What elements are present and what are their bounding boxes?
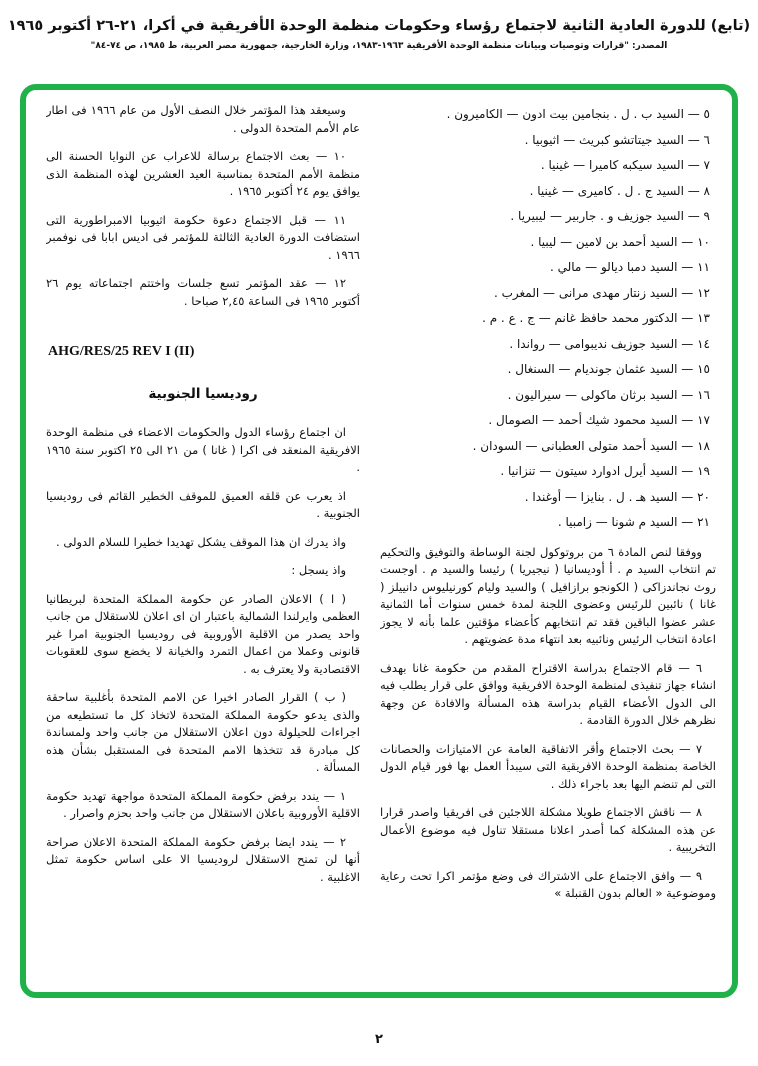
delegate-item: ١٦ — السيد برثان ماكولى — سيراليون . <box>507 387 710 402</box>
delegate-item: ٧ — السيد سيكبه كاميرا — غينيا . <box>540 158 710 172</box>
delegate-item: ١٩ — السيد أيرل ادوارد سيتون — تنزانيا . <box>500 464 710 478</box>
delegates-list <box>380 102 716 536</box>
source-line: المصدر: "قرارات وتوصيات وبيانات منظمة الوحدة الأفريقية ١٩٦٣-١٩٨٣، وزارة الخارجية، جمهورية مصر العربية، ط ١٩٨٥، ص ٧٤-٨٤" <box>90 41 668 51</box>
delegate-item: ١٠ — السيد أحمد بن لامين — ليبيا . <box>530 234 710 249</box>
delegate-item: ١١ — السيد دمبا ديالو — مالي . <box>549 260 710 274</box>
paragraph: ١٢ — عقد المؤتمر تسع جلسات واختتم اجتماعاته يوم ٢٦ أكتوبر ١٩٦٥ فى الساعة ٢,٤٥ صباحا . <box>46 276 360 308</box>
delegate-item: ١٢ — السيد زنتار مهدى مرانى — المغرب . <box>493 285 710 300</box>
paragraph: ان اجتماع رؤساء الدول والحكومات الاعضاء فى منظمة الوحدة الافريقية المنعقد فى اكرا ( غانا ) من ٢١ الى ٢٥ اكتوبر سنة ١٩٦٥ . <box>46 425 360 474</box>
delegate-item: ١٧ — السيد محمود شيك أحمد — الصومال . <box>488 413 710 427</box>
page-footer <box>0 1028 758 1047</box>
paragraph: ٨ — ناقش الاجتماع طويلا مشكلة اللاجئين فى افريقيا واصدر قرارا عن هذه المشكلة كما أصدر اعلانا مستقلا تناول فيه موضوع الأعمال التخريبية . <box>380 805 716 854</box>
paragraph: ( ا ) الاعلان الصادر عن حكومة المملكة المتحدة لبريطانيا العظمى وايرلندا الشمالية باعتبار ان اى اعلان للاستقلال من جانب واحد يصدر من الاقلية الأوروبية فى روديسيا الجنوبية امرا غير قانونى وعملا من اعمال التمرد والخيانة لا يخضع سوى للعقوبات الاقتصادية ولا يعترف به . <box>46 591 360 676</box>
delegate-item: ٩ — السيد جوزيف و . جاربير — ليبيريا . <box>510 209 710 223</box>
page-header <box>0 0 758 51</box>
delegate-item: ١٤ — السيد جوزيف نديبوامى — رواندا . <box>509 336 710 351</box>
paragraph: ٩ — وافق الاجتماع على الاشتراك فى وضع مؤتمر اكرا تحت رعاية وموضوعية « العالم بدون القنبلة » <box>380 868 716 900</box>
paragraph: ٢ — يندد ايضا برفض حكومة المملكة المتحدة الاعلان صراحة أنها لن تمنح الاستقلال لروديسيا الا على اساس حكومة تمثل الاغلبية . <box>46 834 360 884</box>
left-column <box>46 102 360 982</box>
paragraph: واذ يسجل : <box>291 563 346 577</box>
paragraph: ٦ — قام الاجتماع بدراسة الاقتراح المقدم من حكومة غانا بهدف انشاء جهاز تنفيذى لمنظمة الوحدة الافريقية ووافق على قرار يطلب فيه الى الدول الأعضاء القيام بدراسة هذه المسألة والافادة عن وجهة نظرهم خلال الدورة القادمة . <box>380 660 716 727</box>
paragraph: اذ يعرب عن قلقه العميق للموقف الخطير القائم فى روديسيا الجنوبية . <box>46 488 360 520</box>
paragraph: وسيعقد هذا المؤتمر خلال النصف الأول من عام ١٩٦٦ فى اطار عام الأمم المتحدة الدولى . <box>46 103 360 135</box>
paragraph: واذ يدرك ان هذا الموقف يشكل تهديدا خطيرا للسلام الدولى . <box>56 534 346 549</box>
delegate-item: ٦ — السيد جيتاتشو كبريث — اثيوبيا . <box>524 132 710 147</box>
delegate-item: ٢٠ — السيد هـ . ل . بنايزا — أوغندا . <box>524 489 710 504</box>
delegate-item: ٥ — السيد ب . ل . بنجامين بيت ادون — الكاميرون . <box>446 107 710 121</box>
resolution-code: AHG/RES/25 REV I (II) <box>48 344 195 359</box>
right-column <box>380 102 716 982</box>
paragraph: ووفقا لنص المادة ٦ من بروتوكول لجنة الوساطة والتوفيق والتحكيم تم انتخاب السيد م . أ أوديسانيا ( نيجيريا ) رئيسا والسيد م . اوجست روث نجاندزاكى ( الكونجو برازافيل ) والسيد وليام كورنيليوس دانييلز ( غانا ) نائبين للرئيس وعضوى اللجنة لمدة خمس سنوات أما الثمانية عشر عضوا الباقين فقد تم انتخابهم كأعضاء مؤقتين علما بأنه لا يجوز اعادة انتخاب الرئيس ونائبيه بعد انتهاء مدة عضويتهم . <box>380 544 716 646</box>
delegate-item: ٨ — السيد ج . ل . كاميرى — غينيا . <box>529 183 710 198</box>
page-title: (تابع) للدورة العادية الثانية لاجتماع رؤساء وحكومات منظمة الوحدة الأفريقية في أكرا، ٢١-٢٦ أكتوبر ١٩٦٥ <box>7 18 751 34</box>
paragraph: ١٠ — بعث الاجتماع برسالة للاعراب عن النوايا الحسنة الى منظمة الأمم المتحدة بمناسبة العيد العشرين لهذه المنظمة الذى يوافق يوم ٢٤ أكتوبر ١٩٦٥ . <box>46 149 360 198</box>
paragraph: ( ب ) القرار الصادر اخيرا عن الامم المتحدة بأغلبية ساحقة والذى يدعو حكومة المملكة المتحدة لاتخاذ كل ما تستطيعه من اجراءات للحيلولة دون اعلان الاستقلال من جانب واحد ولمساندة كل مبادرة قد تتخذها الامم المتحدة فى المستقبل بشأن هذه المسألة . <box>46 690 360 774</box>
page-number: ٢ <box>375 1032 383 1047</box>
section-title: روديسيا الجنوبية <box>148 386 258 402</box>
delegate-item: ٢١ — السيد م شونا — زامبيا . <box>557 515 710 529</box>
paragraph: ٧ — بحث الاجتماع وأقر الاتفاقية العامة عن الامتيازات والحصانات الخاصة بمنظمة الوحدة الافريقية التى سيبدأ العمل بها فور قيام الدول التى لم تنضم اليها بعد باجراء ذلك . <box>380 741 716 791</box>
delegate-item: ١٨ — السيد أحمد متولى العطبانى — السودان . <box>472 438 710 453</box>
two-column-body <box>46 102 716 982</box>
delegate-item: ١٣ — الدكتور محمد حافظ غانم — ج . ع . م . <box>482 311 710 325</box>
paragraph: ١ — يندد برفض حكومة المملكة المتحدة مواجهة تهديد حكومة الاقلية الأوروبية باعلان الاستقلال من جانب واحد بحزم واصرار . <box>46 788 360 820</box>
paragraph: ١١ — قبل الاجتماع دعوة حكومة اثيوبيا الامبراطورية التى استضافت الدورة العادية الثالثة للمؤتمر فى اديس ابابا فى نوفمبر ١٩٦٦ . <box>46 212 360 262</box>
green-frame <box>20 84 738 998</box>
delegate-item: ١٥ — السيد عثمان جونديام — السنغال . <box>507 362 710 376</box>
